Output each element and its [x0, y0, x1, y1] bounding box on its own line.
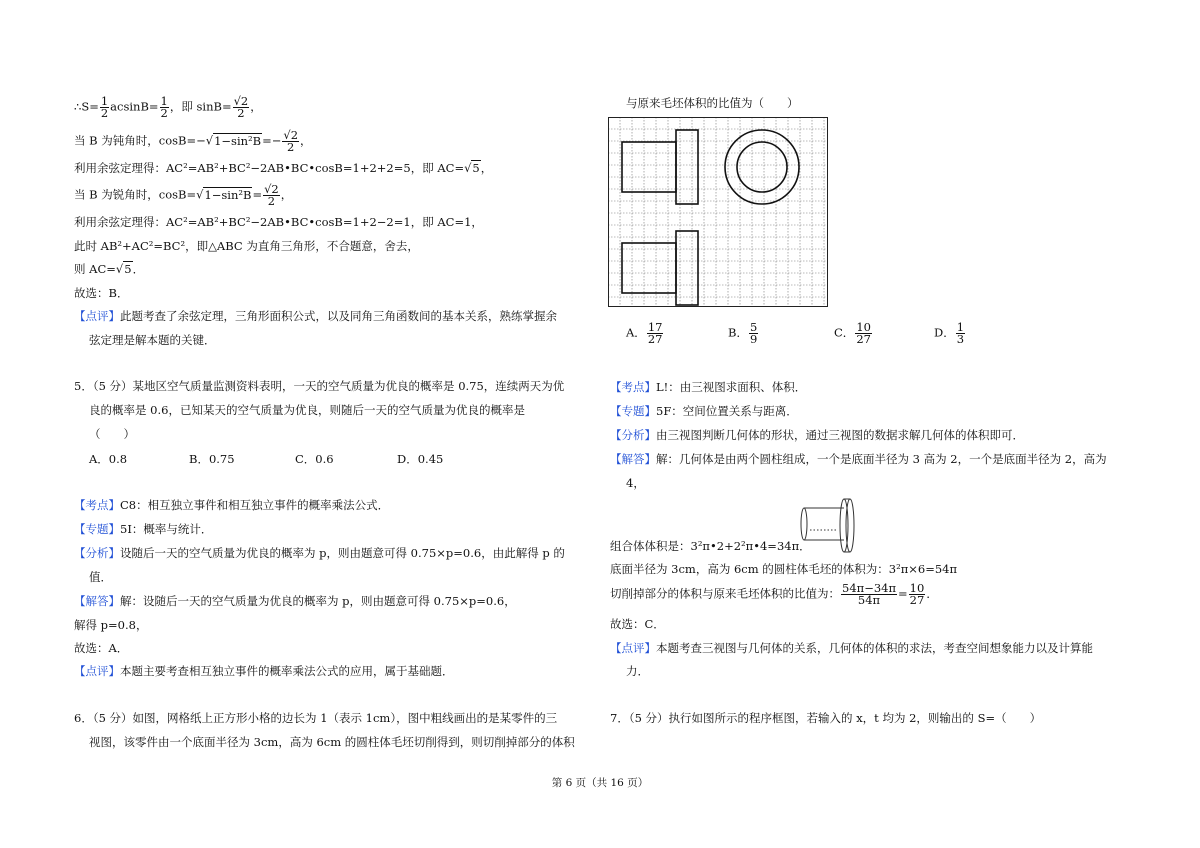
comment-line-2: 弦定理是解本题的关键．: [89, 333, 216, 347]
q6-stem-cont: 与原来毛坯体积的比值为（ ）: [626, 96, 799, 110]
grid-border: [609, 118, 828, 307]
line-choice: 故选：B．: [74, 286, 129, 300]
q5-option-c: C．0.6: [295, 452, 334, 466]
q5-fenxi-1: 【分析】设随后一天的空气质量为优良的概率为 p，则由题意可得 0.75×p=0.6，由此解得 p 的: [74, 546, 565, 560]
q6-option-d: D． $\frac{1}{3}$: [934, 320, 965, 346]
top-view-inner-circle: [737, 142, 787, 192]
q5-stem-2: 良的概率是 0.6，已知某天的空气质量为优良，则随后一天的空气质量为优良的概率是: [89, 403, 525, 417]
q6-dianping-2: 力．: [626, 664, 649, 678]
q6-stem-2: 视图，该零件由一个底面半径为 3cm，高为 6cm 的圆柱体毛坯切削得到，则切削掉部分的体积: [89, 735, 575, 749]
q6-dianping-1: 【点评】本题考查三视图与几何体的关系，几何体的体积的求法，考查空间想象能力以及计算能: [610, 641, 1093, 655]
q6-jieda-2: 4，: [626, 476, 645, 490]
q5-stem-3: （ ）: [89, 427, 135, 441]
q6-fenxi: 【分析】由三视图判断几何体的形状，通过三视图的数据求解几何体的体积即可．: [610, 428, 1024, 442]
line-result: 则 AC=√5．: [74, 262, 145, 276]
q5-kaodian: 【考点】C8：相互独立事件和相互独立事件的概率乘法公式．: [74, 498, 390, 512]
line-obtuse: 当 B 为钝角时，cosB=−√1−sin²B=− $\frac{√2}{2}$ ，: [74, 128, 312, 154]
three-view-grid-figure: [608, 117, 830, 309]
q6-kaodian: 【考点】L!：由三视图求面积、体积．: [610, 380, 807, 394]
q6-ratio: 切削掉部分的体积与原来毛坯体积的比值为： $\frac{54\pi-34\pi}{54\pi}$ = $\frac{10}{27}$ ．: [610, 581, 938, 607]
q5-dianping: 【点评】本题主要考查相互独立事件的概率乘法公式的应用，属于基础题．: [74, 664, 454, 678]
q5-stem-1: 5．（5 分）某地区空气质量监测资料表明，一天的空气质量为优良的概率是 0.75，连续两天为优: [74, 379, 565, 393]
comment-line-1: 【点评】此题考查了余弦定理，三角形面积公式，以及同角三角函数间的基本关系，熟练掌握余: [74, 309, 557, 323]
q5-zhuanti: 【专题】5I：概率与统计．: [74, 522, 213, 536]
q5-jieda: 【解答】解：设随后一天的空气质量为优良的概率为 p，则由题意可得 0.75×p=0.6，: [74, 594, 516, 608]
line-cosine-law-1: 利用余弦定理得：AC²=AB²+BC²−2AB•BC•cosB=1+2+2=5，即 AC=√5，: [74, 161, 493, 175]
q5-jieda-2: 解得 p=0.8，: [74, 618, 148, 632]
q6-option-a: A． $\frac{17}{27}$: [626, 320, 663, 346]
q6-stem-1: 6．（5 分）如图，网格纸上正方形小格的边长为 1（表示 1cm），图中粗线画出的是某零件的三: [74, 711, 558, 725]
q7-stem: 7．（5 分）执行如图所示的程序框图，若输入的 x，t 均为 2，则输出的 S=（ ）: [610, 711, 1042, 725]
q5-option-d: D．0.45: [397, 452, 444, 466]
q6-jieda-1: 【解答】解：几何体是由两个圆柱组成，一个是底面半径为 3 高为 2，一个是底面半径为 2，高为: [610, 452, 1107, 466]
q5-option-b: B．0.75: [189, 452, 235, 466]
line-cosine-law-2: 利用余弦定理得：AC²=AB²+BC²−2AB•BC•cosB=1+2−2=1，即 AC=1，: [74, 215, 483, 229]
q5-option-a: A．0.8: [89, 452, 128, 466]
side-view-small-rect: [676, 231, 698, 305]
q6-zhuanti: 【专题】5F：空间位置关系与距离．: [610, 404, 798, 418]
line-right-triangle: 此时 AB²+AC²=BC²，即△ABC 为直角三角形，不合题意，舍去，: [74, 239, 419, 253]
q6-option-c: C． $\frac{10}{27}$: [834, 320, 871, 346]
q6-answer: 故选：C．: [610, 617, 665, 631]
q6-volume-blank: 底面半径为 3cm，高为 6cm 的圆柱体毛坯的体积为：3²π×6=54π: [610, 562, 958, 576]
line-area: ∴S= $\frac{1}{2}$ acsinB= $\frac{1}{2}$ ，即 sinB= $\frac{√2}{2}$ ，: [74, 94, 262, 120]
q6-option-b: B． $\frac{5}{9}$: [728, 320, 758, 346]
line-acute: 当 B 为锐角时，cosB=√1−sin²B= $\frac{√2}{2}$ ，: [74, 182, 293, 208]
q6-volume-composite: 组合体体积是：3²π•2+2²π•4=34π．: [610, 539, 811, 553]
page-footer: 第 6 页（共 16 页）: [551, 777, 649, 789]
q5-fenxi-2: 值．: [89, 570, 112, 584]
q5-jieda-3: 故选：A．: [74, 641, 129, 655]
